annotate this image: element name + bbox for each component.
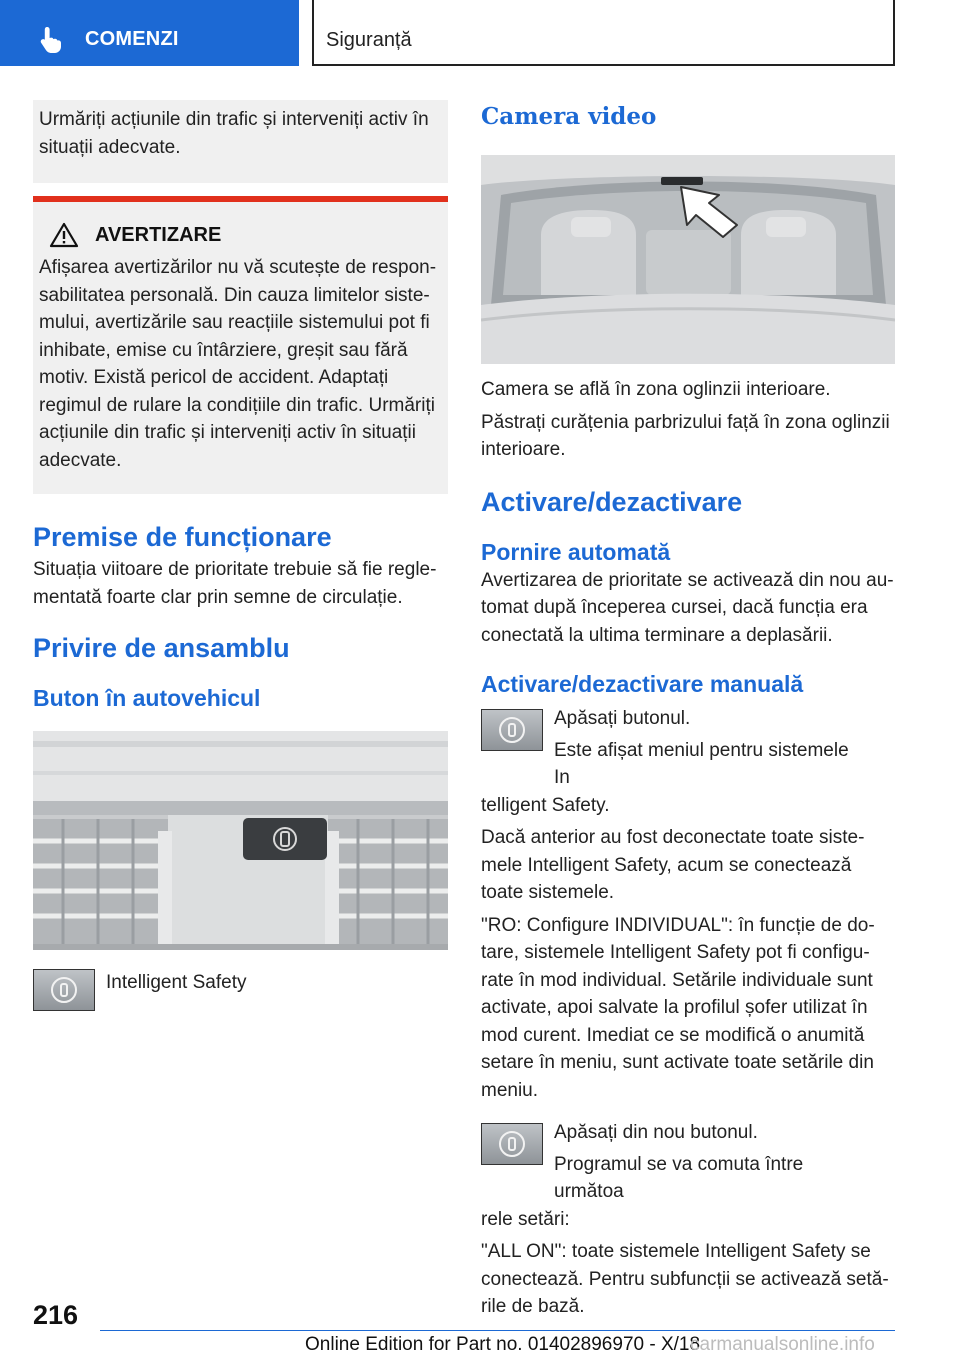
heading-camera: Camera video — [481, 103, 657, 130]
intelligent-safety-button-icon-3 — [481, 1123, 543, 1165]
step2-result-first: Programul se va comuta între următoa — [554, 1153, 804, 1202]
step1-result-rest: telligent Safety. — [481, 794, 610, 816]
intro-note-box — [33, 100, 448, 183]
text-configure-individual: "RO: Configure INDIVIDUAL": în funcție de dotare, sistemele Intelligent Safety pot fi configurate în mod individual. Setările individuale sunt activate, apoi salvate la profilul șofer utilizat în mod curent. Imediat ce se modifică o anumită setare în meniu, sunt activate toate setările din meniu. — [481, 914, 875, 1101]
intelligent-safety-button-icon — [33, 969, 95, 1011]
step1-text: Apăsați butonul. — [554, 708, 691, 729]
tab-siguranta-label: Siguranță — [326, 29, 412, 51]
footer-watermark: carmanualsonline.info — [690, 1334, 875, 1355]
heading-manual-activation: Activare/dezactivare manuală — [481, 671, 804, 697]
step-press-button — [481, 705, 895, 792]
tab-comenzi-label: COMENZI — [85, 28, 179, 50]
pointing-hand-icon — [36, 24, 66, 54]
heading-overview: Privire de ansamblu — [33, 633, 290, 663]
warning-body: Afișarea avertizărilor nu vă scutește de responsabilitatea personală. Din cauza limitelor sistemului, avertizările sau reacțiile sistemului pot fi inhibate, emise cu întârziere, greșit sau fără motiv. Există pericol de accident. Adaptați regimul de rulare la condițiile din trafic. Urmăriți acțiunile din trafic și interveniți activ în situații adecvate. — [39, 257, 437, 471]
step2-text-block — [554, 1119, 878, 1206]
intro-note-text: Urmăriți acțiunile din trafic și interveniți activ în situații adecvate. — [39, 109, 429, 158]
intelligent-safety-button-icon-2 — [481, 709, 543, 751]
camera-photo-illustration — [481, 155, 895, 364]
auto-start-text: Avertizarea de prioritate se activează din nou automat după începerea cursei, dacă funcția era conectată la ultima terminare a deplasării. — [481, 569, 894, 646]
page-number: 216 — [33, 1300, 79, 1330]
heading-activation: Activare/dezactivare — [481, 486, 743, 517]
step2-text: Apăsați din nou butonul. — [554, 1122, 758, 1143]
heading-auto-start: Pornire automată — [481, 538, 671, 565]
heading-premise: Premise de funcționare — [33, 522, 332, 552]
step1-result-first: Este afișat meniul pentru sistemele In — [554, 739, 849, 788]
right-column — [481, 100, 895, 1321]
warning-triangle-icon — [49, 222, 79, 248]
step-press-again — [481, 1119, 895, 1206]
text-before-deactivated: Dacă anterior au fost deconectate toate sistemele Intelligent Safety, acum se conectează toate sistemele. — [481, 827, 865, 903]
warning-box — [33, 196, 448, 494]
warning-title: AVERTIZARE — [95, 223, 222, 246]
camera-text-1: Camera se află în zona oglinzii interioare. — [481, 379, 831, 400]
warning-title-row — [39, 222, 440, 248]
text-all-on: "ALL ON": toate sistemele Intelligent Safety se conectează. Pentru subfuncții se activează setările de bază. — [481, 1241, 889, 1317]
camera-text-2: Păstrați curățenia parbrizului față în zona oglinzii interioare. — [481, 411, 890, 460]
step1-text-block — [554, 705, 870, 792]
tab-comenzi[interactable] — [0, 0, 299, 66]
dashboard-photo-illustration — [33, 731, 448, 950]
chapter-tab-bar — [0, 0, 960, 66]
footer-divider — [100, 1330, 895, 1331]
heading-button-in-vehicle: Buton în autovehicul — [33, 685, 261, 711]
dashboard-button-photo — [33, 731, 448, 950]
footer-edition: Online Edition for Part no. 01402896970 - X/18 — [305, 1334, 701, 1355]
left-column — [33, 100, 448, 1011]
step2-result-rest: rele setări: — [481, 1208, 570, 1230]
intelligent-safety-legend — [33, 969, 448, 1011]
camera-location-photo — [481, 155, 895, 364]
premise-text: Situația viitoare de prioritate trebuie să fie reglementată foarte clar prin semne de circulație. — [33, 559, 437, 608]
intelligent-safety-caption: Intelligent Safety — [106, 972, 247, 993]
tab-siguranta[interactable] — [312, 0, 895, 66]
